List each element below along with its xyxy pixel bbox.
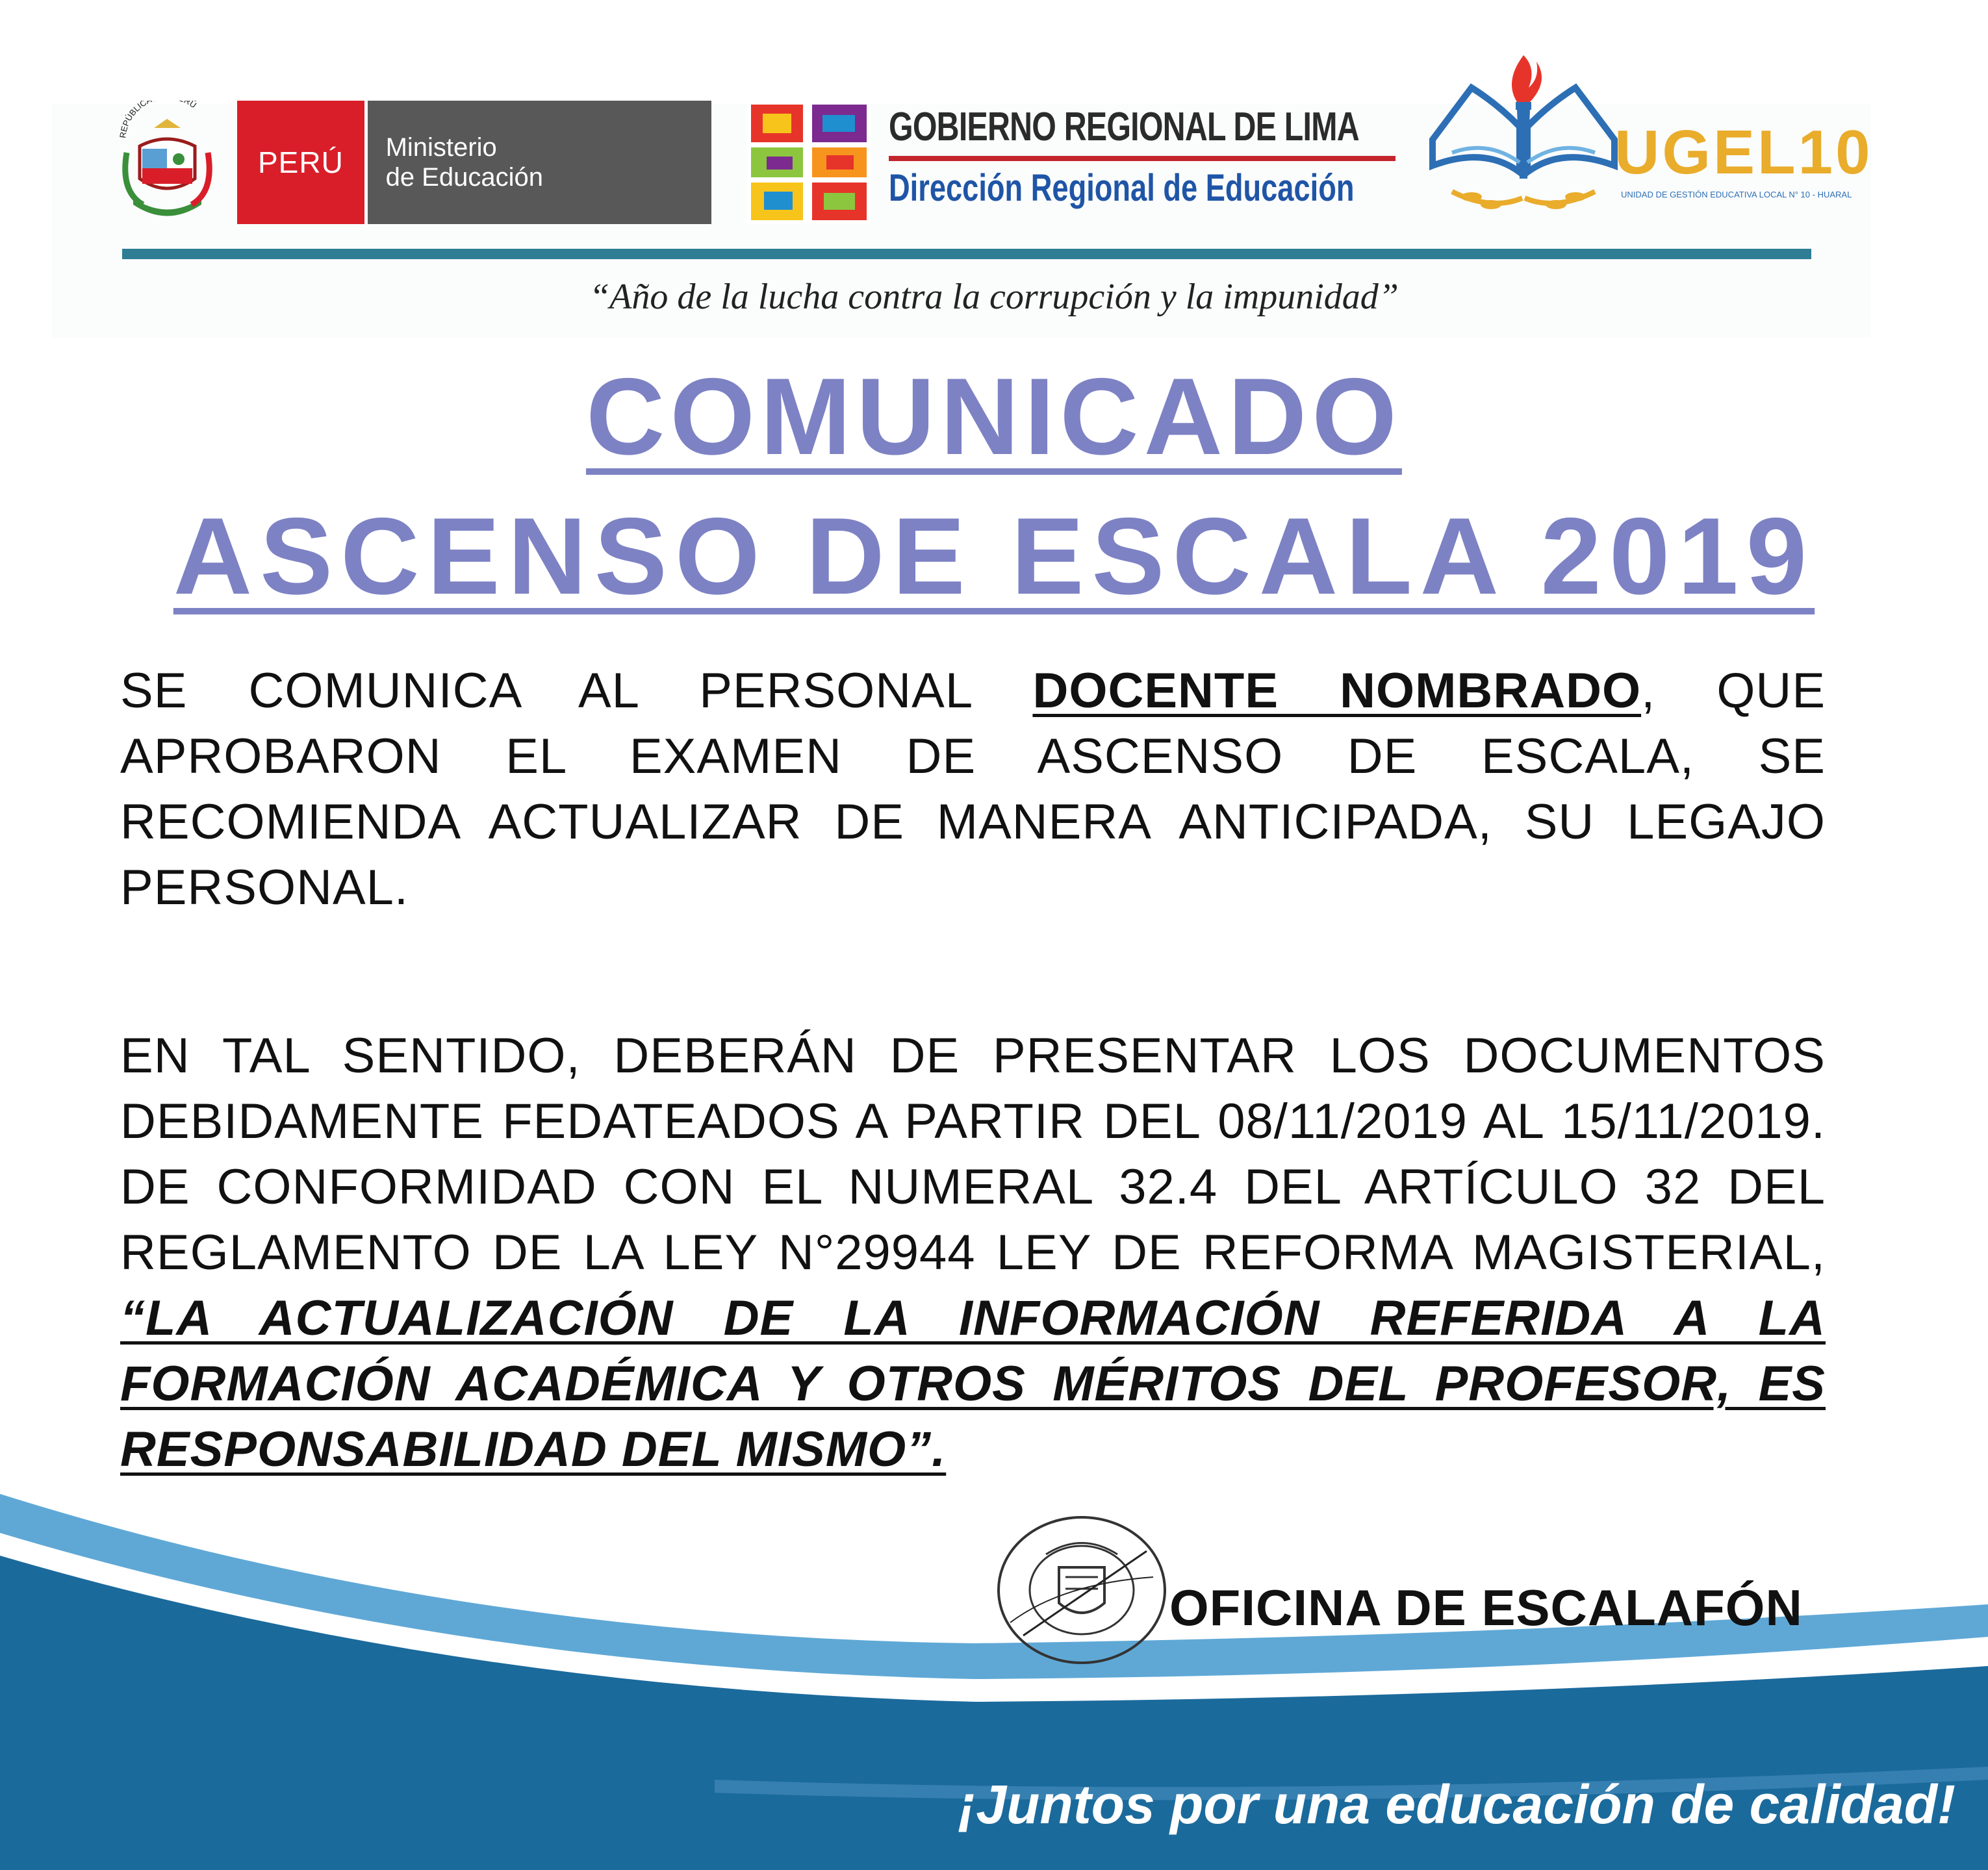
ministerio-line1: Ministerio <box>385 133 497 162</box>
ministerio-label <box>368 101 711 224</box>
office-signature: OFICINA DE ESCALAFÓN <box>1169 1579 1803 1636</box>
ministerio-line2: de Educación <box>385 163 543 192</box>
coat-of-arms-icon <box>114 101 221 224</box>
quoted-regulation: “LA ACTUALIZACIÓN DE LA INFORMACIÓN REFERIDA A LA FORMACIÓN ACADÉMICA Y OTROS MÉRITOS DEL PROFESOR, ES RESPONSABILIDAD DEL MISMO”. <box>120 1291 1826 1477</box>
header-divider <box>122 249 1811 259</box>
minedu-logo <box>114 101 711 224</box>
year-motto: “Año de la lucha contra la corrupción y la impunidad” <box>589 277 1399 317</box>
gore-emblem-icon <box>747 101 871 224</box>
gore-divider <box>889 156 1395 161</box>
paragraph-1: SE COMUNICA AL PERSONAL DOCENTE NOMBRADO, QUE APROBARON EL EXAMEN DE ASCENSO DE ESCALA, SE RECOMIENDA ACTUALIZAR DE MANERA ANTICIPADA, SU LEGAJO PERSONAL. <box>120 663 1826 915</box>
footer-slogan: ¡Juntos por una educación de calidad! <box>958 1774 1956 1835</box>
ugel-subtitle: UNIDAD DE GESTIÓN EDUCATIVA LOCAL N° 10 - HUARAL <box>1621 190 1852 199</box>
title-comunicado: COMUNICADO <box>586 355 1402 477</box>
peru-label: PERÚ <box>237 101 364 224</box>
gore-title: GOBIERNO REGIONAL DE LIMA <box>889 105 1359 149</box>
ugel-name: UGEL10 <box>1614 118 1873 187</box>
ugel-book-torch-icon <box>1426 42 1621 224</box>
gore-subtitle: Dirección Regional de Educación <box>889 167 1355 209</box>
title-ascenso: ASCENSO DE ESCALA 2019 <box>173 495 1815 617</box>
escalafon-stamp <box>984 1506 1179 1674</box>
svg-text:REPÚBLICA DEL PERÚ: REPÚBLIC RÚ <box>118 101 199 139</box>
paragraph-2: EN TAL SENTIDO, DEBERÁN DE PRESENTAR LOS DOCUMENTOS DEBIDAMENTE FEDATEADOS A PARTIR DEL 08/11/2019 AL 15/11/2019. DE CONFORMIDAD CON EL NUMERAL 32.4 DEL ARTÍCULO 32 DEL REGLAMENTO DE LA LEY N°29944 LEY DE REFORMA MAGISTERIAL, “LA ACTUALIZACIÓN DE LA INFORMACIÓN REFERIDA A LA FORMACIÓN ACADÉMICA Y OTROS MÉRITOS DEL PROFESOR, ES RESPONSABILIDAD DEL MISMO”. <box>120 1028 1826 1477</box>
docente-nombrado-emphasis: DOCENTE NOMBRADO <box>1032 663 1642 718</box>
